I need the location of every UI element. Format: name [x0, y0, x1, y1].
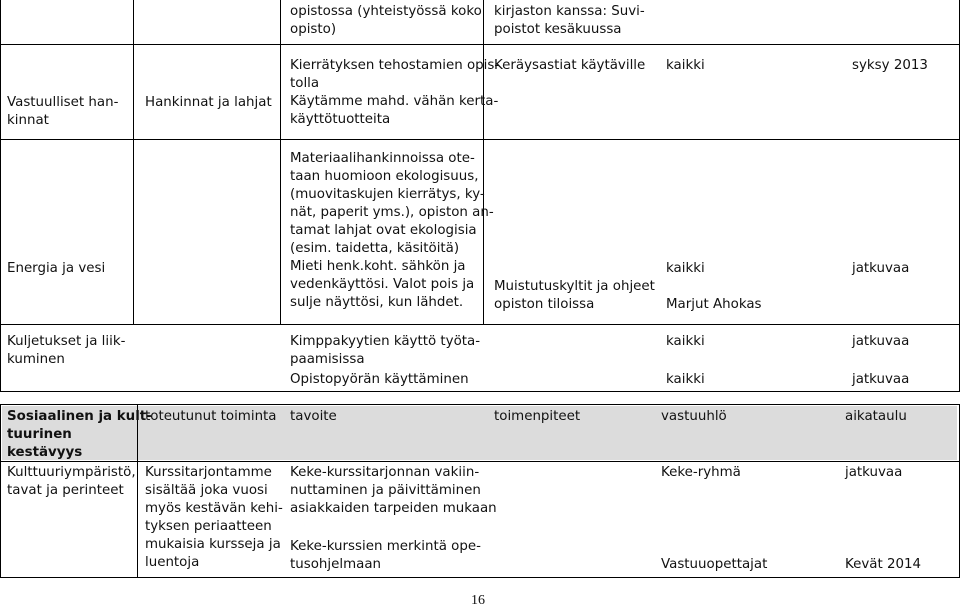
energia-schedule: jatkuvaa	[852, 261, 910, 276]
kuljetukset-responsible-1: kaikki	[666, 334, 705, 349]
hankinnat-area: Vastuulliset han- kinnat	[7, 95, 119, 128]
hankinnat-action: Kierrätyksen tehostamien opis- tolla Käytämme mahd. vähän kerta- käyttötuotteita	[290, 58, 500, 127]
kulttuuri-responsible-2: Vastuuopettajat	[661, 557, 768, 572]
energia-measure: Muistutuskyltit ja ohjeet opiston tiloissa	[494, 279, 655, 312]
page-number: 16	[471, 593, 485, 608]
energia-responsible-person: Marjut Ahokas	[666, 297, 762, 312]
energia-action: Materiaalihankinnoissa ote- taan huomioon ekologisuus, (muovitaskujen kierrätys, ky- nät, paperit yms.), opiston an- tamat lahjat ovat ekologisia (esim. taidetta, käsitöitä) Mieti henk.koht. sähkön ja vedenkäyttösi. Valot pois ja sulje näyttösi, kun lähdet.	[290, 151, 494, 310]
kuljetukset-schedule-2: jatkuvaa	[852, 372, 910, 387]
rule-row-kuljetukset-end	[0, 391, 960, 392]
kulttuuri-schedule-2: Kevät 2014	[845, 557, 922, 572]
hankinnat-goal: Hankinnat ja lahjat	[145, 95, 272, 110]
column-header-done: toteutunut toiminta	[145, 409, 277, 424]
kuljetukset-action-1: Kimppakyytien käyttö työta- paamisissa	[290, 334, 481, 367]
kulttuuri-goal-1: Keke-kurssitarjonnan vakiin- nuttaminen ja päivittäminen asiakkaiden tarpeiden mukaan	[290, 465, 497, 516]
hankinnat-schedule: syksy 2013	[852, 58, 928, 73]
rule-table2-bottom	[0, 577, 960, 578]
vrule2-left	[0, 404, 1, 578]
top-row-action-text: opistossa (yhteistyössä koko opisto)	[290, 4, 482, 37]
vrule-left	[0, 0, 1, 392]
kuljetukset-schedule-1: jatkuvaa	[852, 334, 910, 349]
kulttuuri-goal-2: Keke-kurssien merkintä ope- tusohjelmaan	[290, 539, 481, 572]
kulttuuri-area: Kulttuuriympäristö, tavat ja perinteet	[7, 465, 136, 498]
kulttuuri-done: Kurssitarjontamme sisältää joka vuosi myös kestävän kehi- tyksen periaatteen mukaisia kursseja ja luentoja	[145, 465, 283, 570]
kuljetukset-area: Kuljetukset ja liik- kuminen	[7, 334, 126, 367]
rule-row-hankinnat-end	[0, 139, 960, 140]
vrule-col1	[133, 0, 134, 325]
energia-responsible: kaikki	[666, 261, 705, 276]
kuljetukset-action-2: Opistopyörän käyttäminen	[290, 372, 469, 387]
energia-area: Energia ja vesi	[7, 261, 106, 276]
vrule-col2	[280, 0, 281, 325]
rule-row-energia-end	[0, 324, 960, 325]
column-header-responsible: vastuuhlö	[661, 409, 727, 424]
social-sustainability-heading: Sosiaalinen ja kult- tuurinen kestävyys	[7, 409, 152, 460]
hankinnat-responsible: kaikki	[666, 58, 705, 73]
column-header-schedule: aikataulu	[845, 409, 907, 424]
column-header-actions: toimenpiteet	[494, 409, 581, 424]
rule-table2-top	[0, 404, 960, 405]
kulttuuri-schedule-1: jatkuvaa	[845, 465, 903, 480]
column-header-goal: tavoite	[290, 409, 337, 424]
rule-row-top-end	[0, 44, 960, 45]
top-row-measure-text: kirjaston kanssa: Suvi- poistot kesäkuussa	[494, 4, 645, 37]
kulttuuri-responsible-1: Keke-ryhmä	[661, 465, 741, 480]
kuljetukset-responsible-2: kaikki	[666, 372, 705, 387]
hankinnat-measure: Keräysastiat käytäville	[494, 58, 646, 73]
